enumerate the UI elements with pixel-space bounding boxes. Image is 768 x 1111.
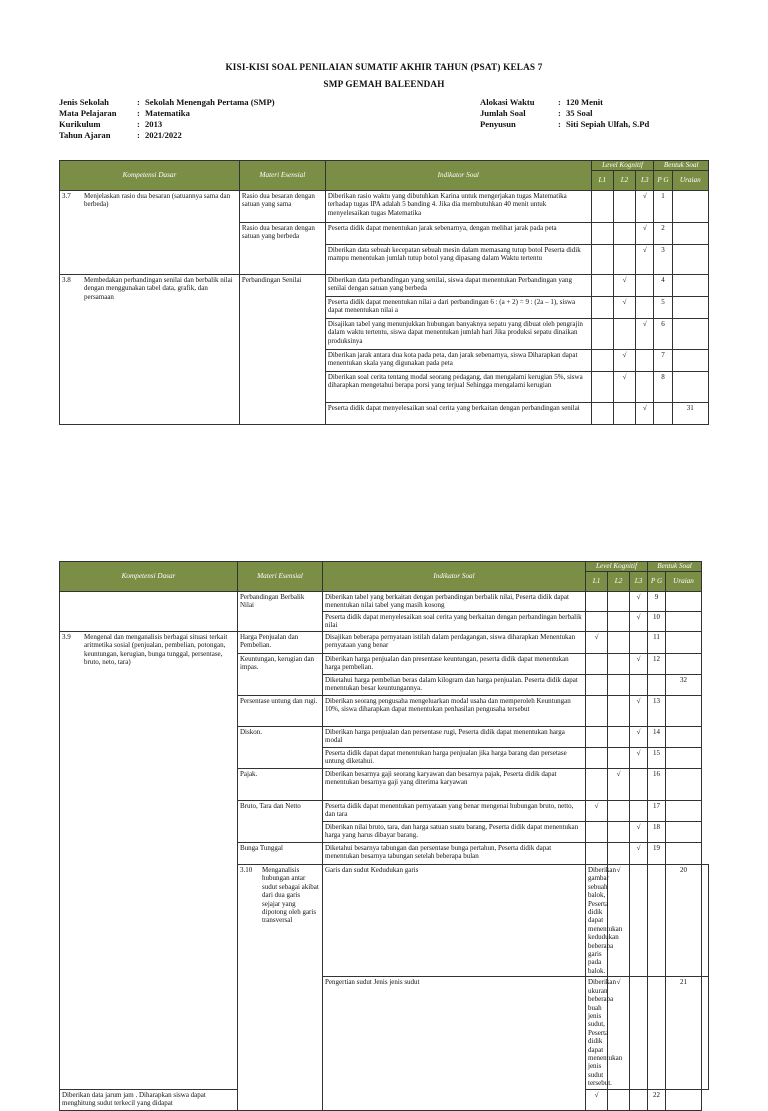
l3-cell: √ — [630, 822, 648, 843]
uraian-number — [666, 727, 702, 748]
materi-cell: Persentase untung dan rugi. — [238, 696, 323, 727]
l2-cell — [608, 592, 630, 612]
info-sep: : — [558, 108, 561, 118]
info-row — [59, 119, 275, 130]
kd-cell — [60, 275, 240, 425]
col-l1: L1 — [591, 171, 613, 191]
materi-cell: Bunga Tunggal — [238, 843, 323, 865]
l1-cell — [586, 822, 608, 843]
info-sep: : — [558, 119, 561, 129]
indikator-cell: Diberikan gambar sebuah balok, Peserta didik dapat menentukan kedudukan beberapa garis pada balok. — [586, 865, 608, 977]
info-label: Kurikulum — [59, 119, 101, 129]
l2-cell — [613, 191, 635, 223]
info-right — [480, 97, 649, 130]
col-indikator: Indikator Soal — [323, 562, 586, 592]
pg-number: 22 — [648, 1089, 666, 1110]
uraian-number — [666, 1089, 702, 1110]
indikator-cell: Diberikan harga penjualan dan persentase rugi, Peserta didik dapat menentukan harga modal — [323, 727, 586, 748]
info-row — [480, 119, 649, 130]
col-uraian: Uraian — [672, 171, 708, 191]
pg-number: 12 — [648, 654, 666, 675]
col-l1: L1 — [586, 572, 608, 592]
l1-cell — [586, 592, 608, 612]
uraian-number — [666, 592, 702, 612]
info-label: Mata Pelajaran — [59, 108, 117, 118]
info-label: Jumlah Soal — [480, 108, 526, 118]
info-row — [480, 108, 649, 119]
pg-number: 1 — [654, 191, 672, 223]
indikator-cell: Diberikan data perbandingan yang senilai, siswa dapat menentukan Perbandingan yang senilai dengan satuan yang berbeda — [325, 275, 591, 297]
kisi-table-1 — [59, 160, 709, 425]
table-row — [60, 632, 709, 654]
uraian-number — [672, 372, 708, 403]
indikator-cell: Diberikan tabel yang berkaitan dengan perbandingan berbalik nilai, Peserta didik dapat menentukan nilai tabel yang masih kosong — [323, 592, 586, 612]
uraian-number — [672, 245, 708, 275]
l1-cell — [591, 319, 613, 350]
materi-cell: Diskon. — [238, 727, 323, 769]
materi-cell: Pengertian sudut Jenis jenis sudut — [323, 977, 586, 1110]
l3-cell: √ — [630, 727, 648, 748]
l2-cell — [613, 223, 635, 245]
l1-cell: √ — [586, 632, 608, 654]
pg-number: 8 — [654, 372, 672, 403]
l2-cell — [608, 822, 630, 843]
indikator-cell: Diberikan nilai bruto, tara, dan harga satuan suatu barang, Peserta didik dapat menentukan harga yang harus dibayar barang. — [323, 822, 586, 843]
l1-cell — [591, 223, 613, 245]
col-materi: Materi Esensial — [238, 562, 323, 592]
kd-cell — [60, 191, 240, 275]
indikator-cell: Peserta didik dapat menentukan pernyataan yang benar mengenai hubungan bruto, netto, dan tara — [323, 801, 586, 822]
indikator-cell: Diberikan besarnya gaji seorang karyawan dan besarnya pajak, Peserta didik dapat menentukan besarnya gaji yang diterima karyawan — [323, 769, 586, 801]
indikator-cell: Peserta didik dapat menyelesaikan soal cerita yang berkaitan dengan perbandingan senilai — [325, 403, 591, 425]
info-row — [59, 130, 275, 141]
l3-cell — [630, 675, 648, 696]
info-value: 2013 — [145, 119, 163, 129]
info-label: Alokasi Waktu — [480, 97, 535, 107]
kd-text: Menganalisis hubungan antar sudut sebagai akibat dari dua garis sejajar yang dipotong oleh garis transversal — [262, 866, 319, 925]
col-level: Level Kognitif — [586, 562, 648, 572]
l2-cell — [608, 843, 630, 865]
col-bentuk: Bentuk Soal — [654, 161, 709, 171]
l1-cell — [591, 297, 613, 319]
l1-cell: √ — [608, 865, 630, 977]
pg-number: 11 — [648, 632, 666, 654]
info-value: Sekolah Menengah Pertama (SMP) — [145, 97, 275, 107]
table-row — [60, 275, 709, 297]
kisi-table-2 — [59, 561, 709, 1111]
pg-number: 19 — [648, 843, 666, 865]
info-value: 2021/2022 — [145, 130, 182, 140]
l1-cell — [591, 275, 613, 297]
uraian-number — [702, 977, 709, 1089]
indikator-cell: Diberikan data jarum jam . Diharapkan siswa dapat menghitung sudut terkecil yang didapat — [60, 1089, 238, 1110]
l2-cell: √ — [613, 297, 635, 319]
indikator-cell: Diberikan ukuran beberapa buah jenis sudut, Peserta didik dapat menentukan jenis sudut tersebut. — [586, 977, 608, 1089]
l2-cell — [630, 865, 648, 977]
indikator-cell: Disajikan beberapa pernyataan istilah dalam perdagangan, siswa diharapkan Menentukan pernyataan yang benar — [323, 632, 586, 654]
l2-cell — [608, 654, 630, 675]
col-kd: Kompetensi Dasar — [60, 161, 240, 191]
kd-text: Mengenal dan menganalisis berbagai situasi terkait aritmetika sosial (penjualan, pembelian, potongan, keuntungan, kerugian, bunga tunggal, persentase, bruto, neto, tara) — [84, 633, 228, 667]
pg-number: 15 — [648, 748, 666, 769]
l1-cell — [586, 727, 608, 748]
materi-cell: Bruto, Tara dan Netto — [238, 801, 323, 843]
l2-cell — [608, 696, 630, 727]
l1-cell — [591, 372, 613, 403]
uraian-number — [666, 801, 702, 822]
l2-cell: √ — [608, 769, 630, 801]
l2-cell — [608, 632, 630, 654]
l2-cell — [608, 748, 630, 769]
l3-cell: √ — [630, 843, 648, 865]
l3-cell: √ — [636, 403, 654, 425]
uraian-number — [672, 350, 708, 372]
l2-cell — [608, 1089, 630, 1110]
info-label: Penyusun — [480, 119, 516, 129]
info-sep: : — [137, 119, 140, 129]
school-name: SMP GEMAH BALEENDAH — [323, 79, 445, 89]
col-pg: P G — [654, 171, 672, 191]
pg-number: 9 — [648, 592, 666, 612]
l2-cell — [630, 977, 648, 1089]
kd-number: 3.7 — [62, 192, 71, 200]
l3-cell — [648, 865, 666, 977]
pg-number: 5 — [654, 297, 672, 319]
materi-cell: Garis dan sudut Kedudukan garis — [323, 865, 586, 977]
l3-cell: √ — [630, 748, 648, 769]
l3-cell — [636, 275, 654, 297]
col-level: Level Kognitif — [591, 161, 654, 171]
materi-cell: Pajak. — [238, 769, 323, 801]
indikator-cell: Diberikan seorang pengusaha mengeluarkan modal usaha dan memperoleh Keuntungan 10%, siswa diharapkan dapat menentukan penhasilan pengusaha tersebut — [323, 696, 586, 727]
l2-cell — [608, 727, 630, 748]
table-row — [60, 191, 709, 223]
indikator-cell: Diberikan rasio waktu yang dibutuhkan Karina untuk mengerjakan tugas Matematika terhadap tugas IPA adalah 5 banding 4. Jika dia membutuhkan 40 menit untuk menyelesaikan tugas Matematika — [325, 191, 591, 223]
indikator-cell: Diberikan data sebuah kecepatan sebuah mesin dalam memasang tutup botol Peserta didik mampu menentukan jumlah tutup botol yang dipasang dalam Waktu tertentu — [325, 245, 591, 275]
uraian-number — [672, 297, 708, 319]
l1-cell — [586, 612, 608, 632]
uraian-number — [702, 865, 709, 977]
uraian-number — [672, 191, 708, 223]
materi-cell: Rasio dua besaran dengan satuan yang sama — [239, 191, 325, 223]
info-left — [59, 97, 275, 141]
l1-cell: √ — [586, 801, 608, 822]
l1-cell — [586, 696, 608, 727]
l3-cell: √ — [636, 223, 654, 245]
info-label: Tahun Ajaran — [59, 130, 111, 140]
l2-cell — [608, 612, 630, 632]
col-materi: Materi Esensial — [239, 161, 325, 191]
materi-cell: Perbandingan Berbalik Nilai — [238, 592, 323, 632]
pg-number: 13 — [648, 696, 666, 727]
indikator-cell: Peserta didik dapat menyelesaikan soal cerita yang berkaitan dengan perbandingan berbalik nilai — [323, 612, 586, 632]
info-value: 35 Soal — [566, 108, 593, 118]
materi-cell: Perbandingan Senilai — [239, 275, 325, 425]
l2-cell — [613, 319, 635, 350]
info-row — [59, 97, 275, 108]
l3-cell — [648, 977, 666, 1089]
pg-number: 10 — [648, 612, 666, 632]
info-label: Jenis Sekolah — [59, 97, 109, 107]
indikator-cell: Peserta didik dapat menentukan nilai a dari perbandingan 6 : (a + 2) = 9 : (2a – 1), siswa dapat menentukan nilai a — [325, 297, 591, 319]
info-sep: : — [137, 97, 140, 107]
pg-number — [654, 403, 672, 425]
info-value: Siti Sepiah Ulfah, S.Pd — [566, 119, 650, 129]
l1-cell — [586, 843, 608, 865]
l2-cell: √ — [613, 372, 635, 403]
kd-cell — [60, 632, 238, 1090]
materi-cell: Harga Penjualan dan Pembelian. — [238, 632, 323, 654]
uraian-number — [666, 612, 702, 632]
uraian-number — [666, 748, 702, 769]
kd-number: 3.10 — [240, 866, 253, 874]
l3-cell: √ — [630, 696, 648, 727]
indikator-cell: Diberikan soal cerita tentang modal seorang pedagang, dan mengalami kerugian 5%, siswa diharapkan mengetahui berapa porsi yang terjual Sehingga mengalami kerugian — [325, 372, 591, 403]
kd-cell — [238, 865, 323, 1111]
l3-cell — [630, 632, 648, 654]
pg-number: 6 — [654, 319, 672, 350]
l1-cell: √ — [586, 1089, 608, 1110]
col-l2: L2 — [608, 572, 630, 592]
l3-cell — [636, 350, 654, 372]
uraian-number — [666, 769, 702, 801]
l1-cell — [591, 191, 613, 223]
col-indikator: Indikator Soal — [325, 161, 591, 191]
l3-cell — [630, 801, 648, 822]
pg-number: 4 — [654, 275, 672, 297]
l3-cell — [630, 1089, 648, 1110]
l1-cell — [586, 654, 608, 675]
document-title: KISI-KISI SOAL PENILAIAN SUMATIF AKHIR TAHUN (PSAT) KELAS 7 — [225, 62, 543, 72]
indikator-cell: Peserta didik dapat dapat menentukan harga penjualan jika harga barang dan persetase untung diketahui. — [323, 748, 586, 769]
pg-number: 18 — [648, 822, 666, 843]
l1-cell — [586, 675, 608, 696]
l3-cell — [636, 297, 654, 319]
info-row — [480, 97, 649, 108]
uraian-number — [672, 223, 708, 245]
l1-cell — [591, 403, 613, 425]
pg-number: 14 — [648, 727, 666, 748]
indikator-cell: Diketahui harga pembelian beras dalam kilogram dan harga penjualan. Peserta didik dapat menentukan besar keuntungannya. — [323, 675, 586, 696]
indikator-cell: Diberikan harga penjualan dan presentase keuntungan, peserta didik dapat menentukan harga pembelian. — [323, 654, 586, 675]
uraian-number — [666, 654, 702, 675]
l1-cell — [586, 769, 608, 801]
info-sep: : — [137, 108, 140, 118]
l2-cell — [608, 801, 630, 822]
info-row — [59, 108, 275, 119]
kd-text: Membedakan perbandingan senilai dan berbalik nilai dengan menggunakan tabel data, grafik, dan persamaan — [84, 276, 233, 301]
pg-number: 16 — [648, 769, 666, 801]
l3-cell — [636, 372, 654, 403]
indikator-cell: Disajikan tabel yang menunjukkan hubungan banyaknya sepatu yang dibuat oleh pengrajin dalam waktu tertentu, siswa dapat menentukan jumlah hari Jika produksi sepatu dinaikan produksinya — [325, 319, 591, 350]
l1-cell: √ — [608, 977, 630, 1089]
materi-cell: Keuntungan, kerugian dan impas. — [238, 654, 323, 696]
materi-cell: Rasio dua besaran dengan satuan yang berbeda — [239, 223, 325, 275]
l2-cell — [613, 403, 635, 425]
table-row — [60, 592, 709, 612]
kd-number: 3.9 — [62, 633, 71, 641]
col-l2: L2 — [613, 171, 635, 191]
uraian-number — [666, 843, 702, 865]
pg-number: 3 — [654, 245, 672, 275]
l3-cell: √ — [636, 191, 654, 223]
uraian-number: 32 — [666, 675, 702, 696]
l3-cell: √ — [636, 319, 654, 350]
l1-cell — [591, 350, 613, 372]
l2-cell — [613, 245, 635, 275]
pg-number: 2 — [654, 223, 672, 245]
kd-cell — [60, 592, 238, 632]
info-value: Matematika — [145, 108, 190, 118]
pg-number: 21 — [666, 977, 702, 1089]
l3-cell: √ — [630, 654, 648, 675]
l2-cell: √ — [613, 275, 635, 297]
kd-text: Menjelaskan rasio dua besaran (satuannya sama dan berbeda) — [84, 192, 231, 209]
uraian-number: 31 — [672, 403, 708, 425]
info-sep: : — [558, 97, 561, 107]
info-sep: : — [137, 130, 140, 140]
l3-cell: √ — [636, 245, 654, 275]
pg-number: 7 — [654, 350, 672, 372]
indikator-cell: Peserta didik dapat menentukan jarak sebenarnya, dengan melihat jarak pada peta — [325, 223, 591, 245]
pg-number: 20 — [666, 865, 702, 977]
col-l3: L3 — [636, 171, 654, 191]
l2-cell — [608, 675, 630, 696]
info-value: 120 Menit — [566, 97, 603, 107]
uraian-number — [666, 696, 702, 727]
l1-cell — [586, 748, 608, 769]
uraian-number — [672, 319, 708, 350]
col-pg: P G — [648, 572, 666, 592]
col-uraian: Uraian — [666, 572, 702, 592]
uraian-number — [672, 275, 708, 297]
uraian-number — [666, 632, 702, 654]
pg-number — [648, 675, 666, 696]
indikator-cell: Diberikan jarak antara dua kota pada peta, dan jarak sebenarnya, siswa Diharapkan dapat menentukan skala yang digunakan pada peta — [325, 350, 591, 372]
l3-cell — [630, 769, 648, 801]
uraian-number — [666, 822, 702, 843]
l2-cell: √ — [613, 350, 635, 372]
pg-number: 17 — [648, 801, 666, 822]
l1-cell — [591, 245, 613, 275]
col-bentuk: Bentuk Soal — [648, 562, 702, 572]
col-kd: Kompetensi Dasar — [60, 562, 238, 592]
indikator-cell: Diketahui besarnya tabungan dan persentase bunga pertahun, Peserta didik dapat menentukan besarnya tabungan setelah beberapa bulan — [323, 843, 586, 865]
l3-cell: √ — [630, 592, 648, 612]
kd-number: 3.8 — [62, 276, 71, 284]
col-l3: L3 — [630, 572, 648, 592]
l3-cell: √ — [630, 612, 648, 632]
